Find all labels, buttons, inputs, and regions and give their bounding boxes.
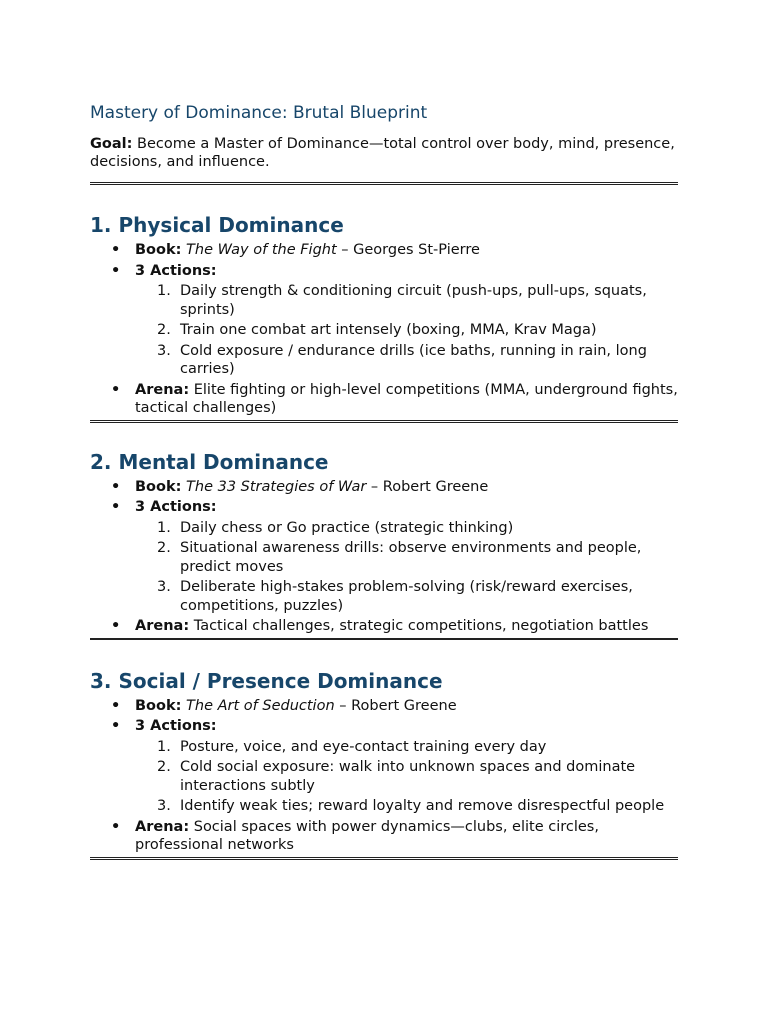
- action-item: [135, 797, 678, 816]
- book-item: [90, 697, 678, 716]
- document-title: Mastery of Dominance: Brutal Blueprint: [90, 103, 428, 123]
- actions-list: [135, 738, 678, 816]
- book-author: – Georges St-Pierre: [336, 242, 480, 258]
- action-number: 3.: [157, 342, 171, 359]
- action-item: [135, 519, 678, 538]
- action-number: 3.: [157, 579, 171, 595]
- book-title: The Art of Seduction: [186, 697, 335, 714]
- action-text: Cold social exposure: walk into unknown spaces and dominate interactions subtly: [180, 759, 636, 794]
- divider-single: [90, 638, 678, 640]
- section-heading: 2. Mental Dominance: [90, 449, 329, 474]
- action-number: 2.: [157, 322, 171, 338]
- book-author: – Robert Greene: [366, 478, 489, 495]
- section-heading: 3. Social / Presence Dominance: [90, 668, 443, 693]
- action-item: [135, 539, 678, 576]
- action-text: Cold exposure / endurance drills (ice baths, running in rain, long carries): [180, 342, 647, 377]
- section-bullets: [90, 478, 678, 636]
- section-social-presence-dominance: [90, 668, 678, 855]
- goal-text: Become a Master of Dominance—total control over body, mind, presence, decisions, and influence.: [90, 136, 675, 170]
- book-author: – Robert Greene: [334, 697, 457, 714]
- action-text: Daily chess or Go practice (strategic thinking): [180, 519, 514, 536]
- action-item: [135, 738, 678, 757]
- actions-label: 3 Actions:: [135, 718, 217, 734]
- arena-text: Elite fighting or high-level competitions (MMA, underground fights, tactical challenges): [135, 381, 678, 416]
- action-number: 2.: [157, 540, 171, 556]
- section-bullets: [90, 241, 678, 418]
- actions-item: [90, 717, 678, 816]
- action-number: 3.: [157, 798, 171, 814]
- book-title: The Way of the Fight: [186, 242, 337, 258]
- action-text: Situational awareness drills: observe environments and people, predict moves: [180, 540, 642, 575]
- action-item: [135, 321, 678, 340]
- action-text: Deliberate high-stakes problem-solving (risk/reward exercises, competitions, puzzles): [180, 579, 633, 614]
- action-text: Posture, voice, and eye-contact training every day: [180, 738, 547, 755]
- arena-text: Social spaces with power dynamics—clubs, elite circles, professional networks: [135, 818, 599, 853]
- section-heading: 1. Physical Dominance: [90, 213, 344, 237]
- arena-label: Arena:: [135, 381, 190, 398]
- arena-label: Arena:: [135, 618, 190, 634]
- action-item: [135, 578, 678, 615]
- action-number: 1.: [157, 738, 171, 755]
- action-item: [135, 758, 678, 795]
- action-text: Train one combat art intensely (boxing, MMA, Krav Maga): [180, 322, 597, 338]
- book-item: [90, 241, 678, 260]
- action-number: 2.: [157, 759, 171, 775]
- actions-item: [90, 262, 678, 379]
- action-number: 1.: [157, 519, 171, 536]
- action-item: [135, 282, 678, 319]
- divider-double: [90, 182, 678, 185]
- arena-item: [90, 617, 678, 636]
- book-item: [90, 478, 678, 497]
- action-text: Identify weak ties; reward loyalty and remove disrespectful people: [180, 798, 665, 814]
- book-label: Book:: [135, 242, 182, 258]
- arena-item: [90, 381, 678, 418]
- goal-statement: [90, 135, 678, 171]
- divider-double: [90, 857, 678, 860]
- actions-list: [135, 282, 678, 379]
- document-page: [90, 100, 678, 860]
- actions-label: 3 Actions:: [135, 499, 217, 515]
- action-text: Daily strength & conditioning circuit (push-ups, pull-ups, squats, sprints): [180, 283, 647, 318]
- book-label: Book:: [135, 478, 182, 495]
- action-number: 1.: [157, 283, 171, 299]
- arena-item: [90, 818, 678, 855]
- arena-text: Tactical challenges, strategic competitions, negotiation battles: [189, 618, 649, 634]
- book-label: Book:: [135, 697, 182, 714]
- section-bullets: [90, 697, 678, 855]
- divider-double: [90, 420, 678, 423]
- actions-label: 3 Actions:: [135, 262, 217, 279]
- action-item: [135, 342, 678, 379]
- section-mental-dominance: [90, 449, 678, 636]
- arena-label: Arena:: [135, 818, 190, 835]
- actions-item: [90, 498, 678, 615]
- actions-list: [135, 519, 678, 616]
- section-physical-dominance: [90, 212, 678, 418]
- book-title: The 33 Strategies of War: [186, 478, 367, 495]
- goal-label: Goal:: [90, 136, 133, 152]
